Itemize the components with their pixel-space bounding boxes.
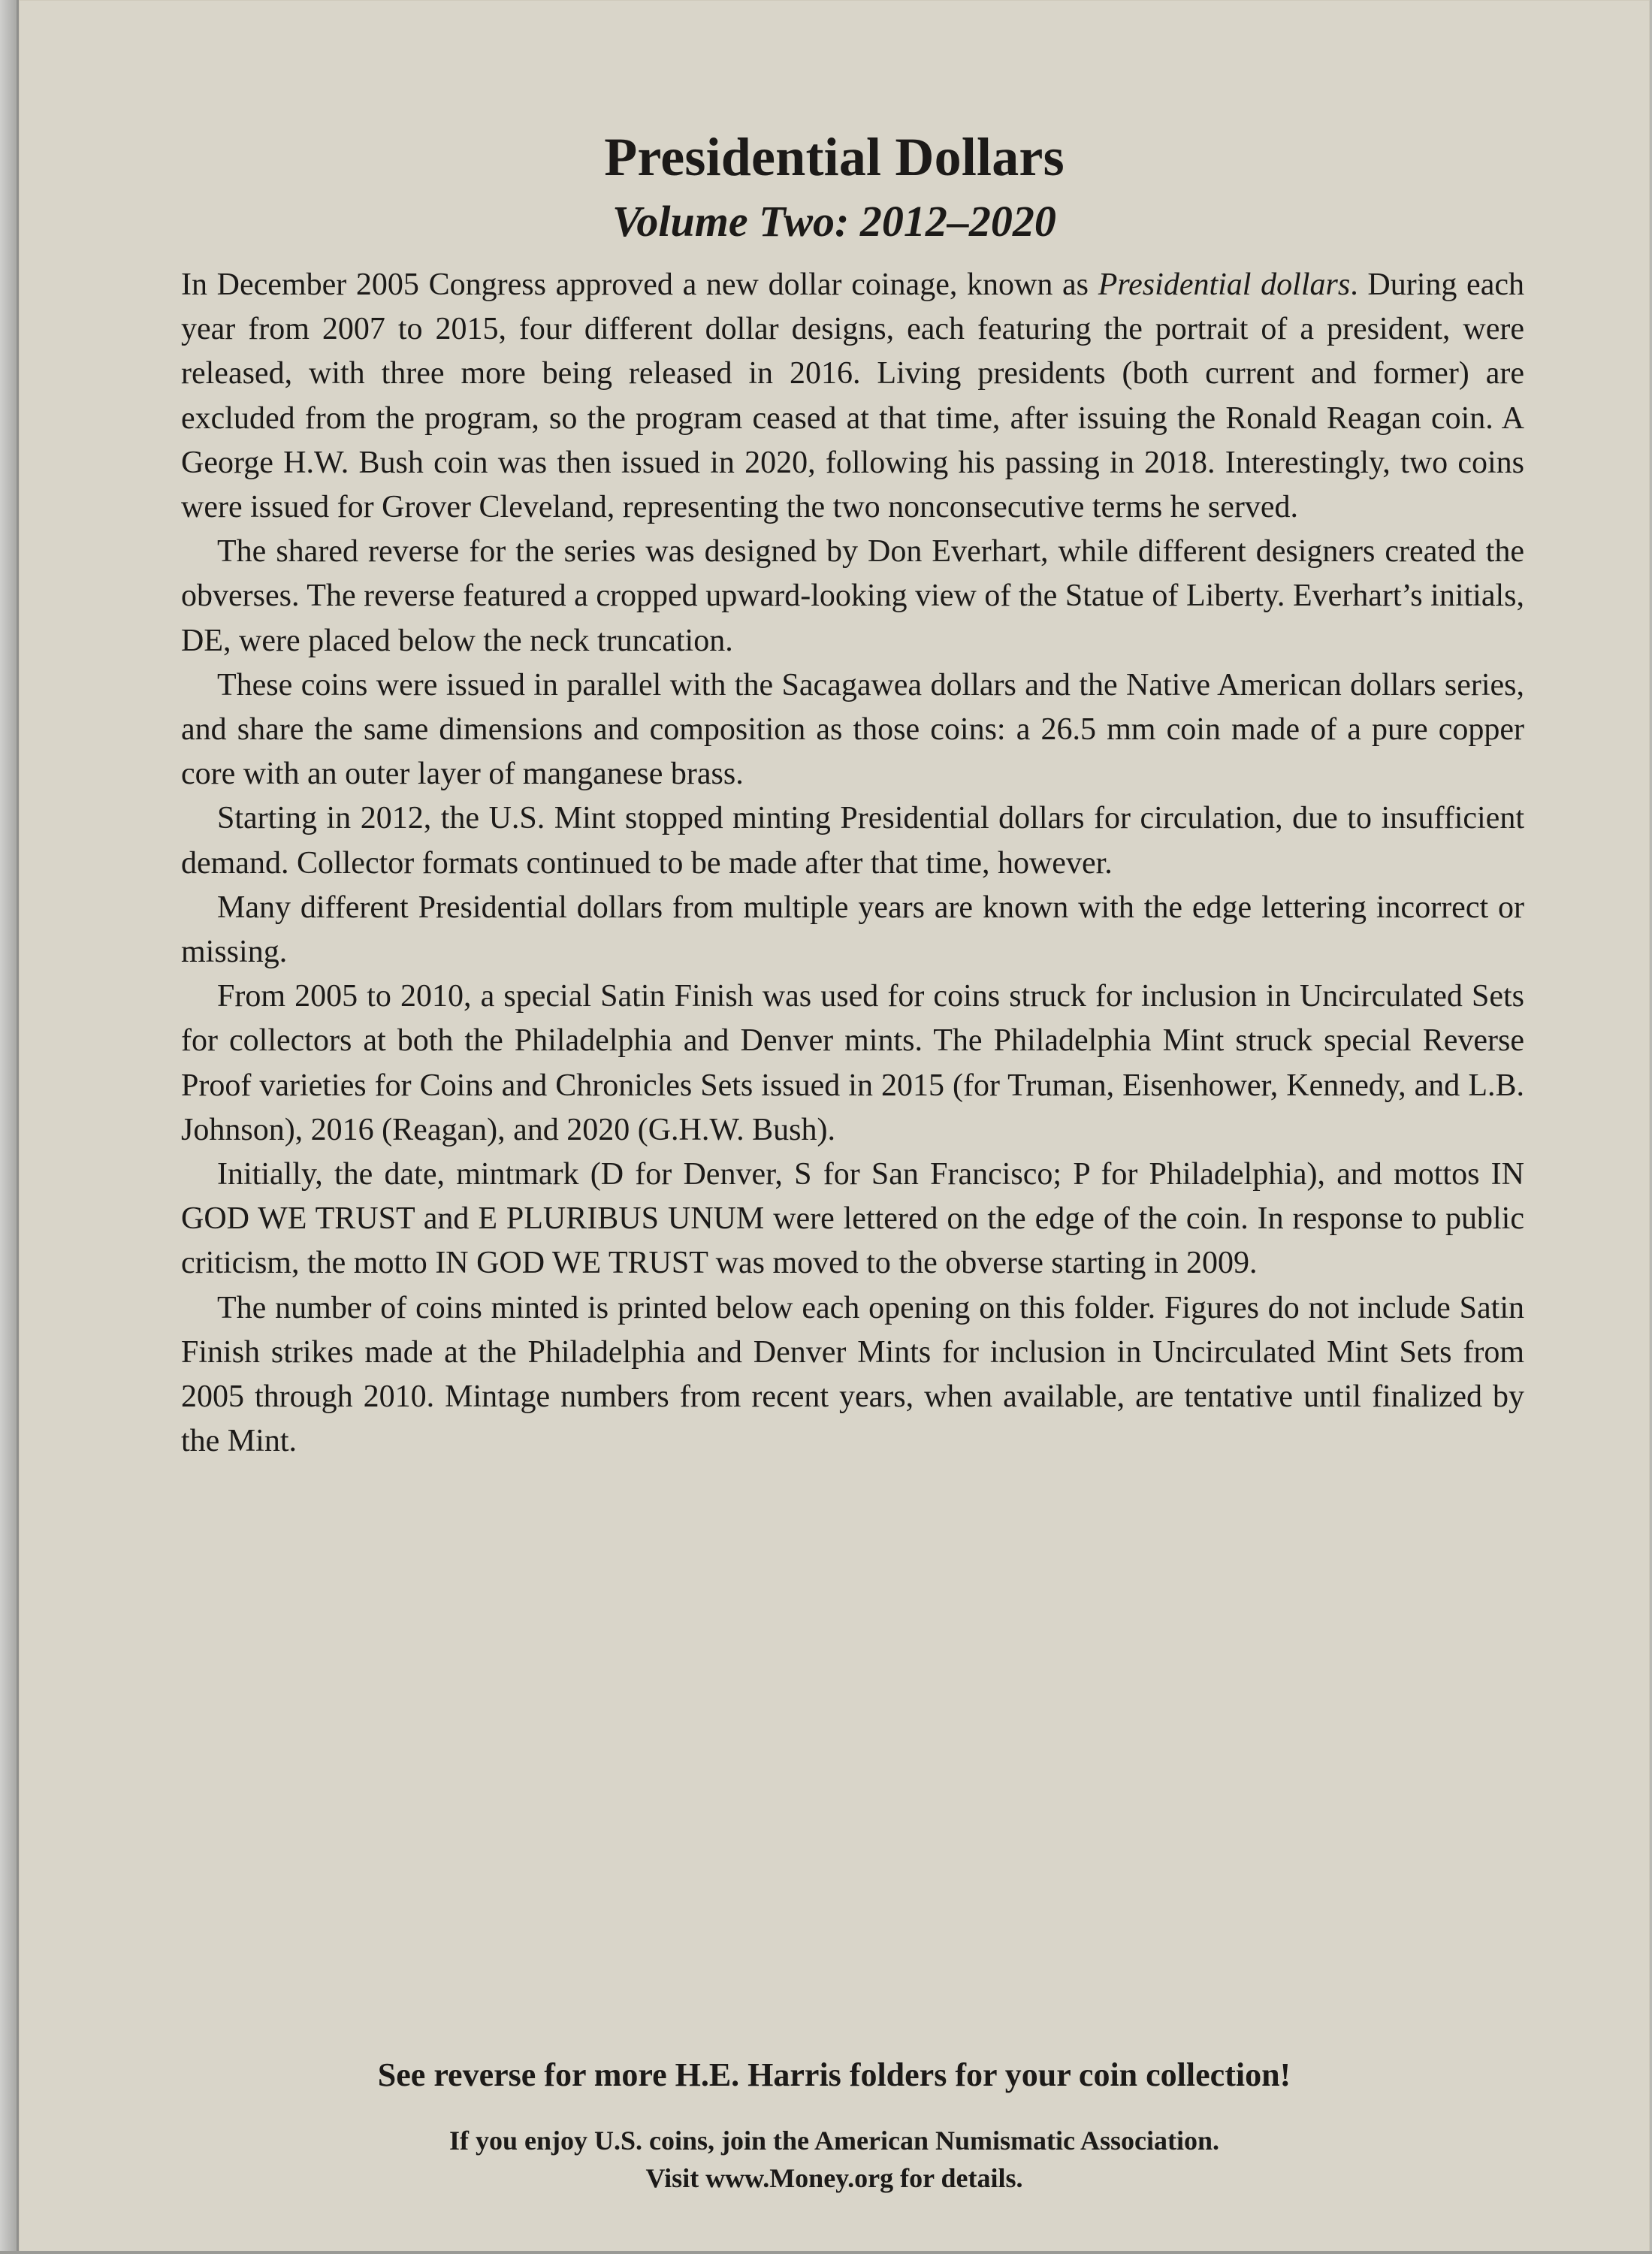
footer-ana-line-1: If you enjoy U.S. coins, join the American Numismatic Association. bbox=[449, 2126, 1219, 2156]
paragraph-3: These coins were issued in parallel with the Sacagawea dollars and the Native American dollars series, and share the same dimensions and composition as those coins: a 26.5 mm coin made of a pure copper core with an outer layer of manganese brass. bbox=[181, 667, 1524, 792]
footer-ana-info bbox=[19, 2122, 1650, 2197]
document-page bbox=[17, 0, 1650, 2252]
page-bottom-edge bbox=[0, 2251, 1652, 2254]
paragraph-1-start: In December 2005 Congress approved a new dollar coinage, known as bbox=[181, 267, 1098, 302]
paragraph-1-rest: . During each year from 2007 to 2015, four different dollar designs, each featuring the portrait of a president, were released, with three more being released in 2016. Living presidents (both current and former) are excluded from the program, so the program ceased at that time, after issuing the Ronald Reagan coin. A George H.W. Bush coin was then issued in 2020, following his passing in 2018. Interestingly, two coins were issued for Grover Cleveland, representing the two nonconsecutive terms he served. bbox=[181, 267, 1524, 525]
page-title: Presidential Dollars bbox=[604, 127, 1065, 187]
body-text bbox=[181, 263, 1524, 1464]
paragraph-1-italic-term: Presidential dollars bbox=[1098, 267, 1351, 302]
footer-promo: See reverse for more H.E. Harris folders for your coin collection! bbox=[377, 2056, 1291, 2093]
page-subtitle: Volume Two: 2012–2020 bbox=[612, 197, 1056, 246]
paragraph-8: The number of coins minted is printed below each opening on this folder. Figures do not include Satin Finish strikes made at the Philadelphia and Denver Mints for inclusion in Uncirculated Mint Sets from 2005 through 2010. Mintage numbers from recent years, when available, are tentative until finalized by the Mint. bbox=[181, 1290, 1524, 1459]
paragraph-7: Initially, the date, mintmark (D for Denver, S for San Francisco; P for Philadelphia), and mottos IN GOD WE TRUST and E PLURIBUS UNUM were lettered on the edge of the coin. In response to public criticism, the motto IN GOD WE TRUST was moved to the obverse starting in 2009. bbox=[181, 1157, 1524, 1281]
footer-ana-line-2: Visit www.Money.org for details. bbox=[645, 2163, 1023, 2193]
paragraph-6: From 2005 to 2010, a special Satin Finish was used for coins struck for inclusion in Uncirculated Sets for collectors at both the Philadelphia and Denver mints. The Philadelphia Mint struck special Reverse Proof varieties for Coins and Chronicles Sets issued in 2015 (for Truman, Eisenhower, Kennedy, and L.B. Johnson), 2016 (Reagan), and 2020 (G.H.W. Bush). bbox=[181, 979, 1524, 1147]
paragraph-1 bbox=[181, 263, 1524, 530]
paragraph-2: The shared reverse for the series was designed by Don Everhart, while different designers created the obverses. The reverse featured a cropped upward-looking view of the Statue of Liberty. Everhart’s initials, DE, were placed below the neck truncation. bbox=[181, 534, 1524, 658]
paragraph-5: Many different Presidential dollars from multiple years are known with the edge lettering incorrect or missing. bbox=[181, 890, 1524, 970]
paragraph-4: Starting in 2012, the U.S. Mint stopped minting Presidential dollars for circulation, due to insufficient demand. Collector formats continued to be made after that time, however. bbox=[181, 801, 1524, 881]
page-left-edge bbox=[0, 0, 17, 2254]
